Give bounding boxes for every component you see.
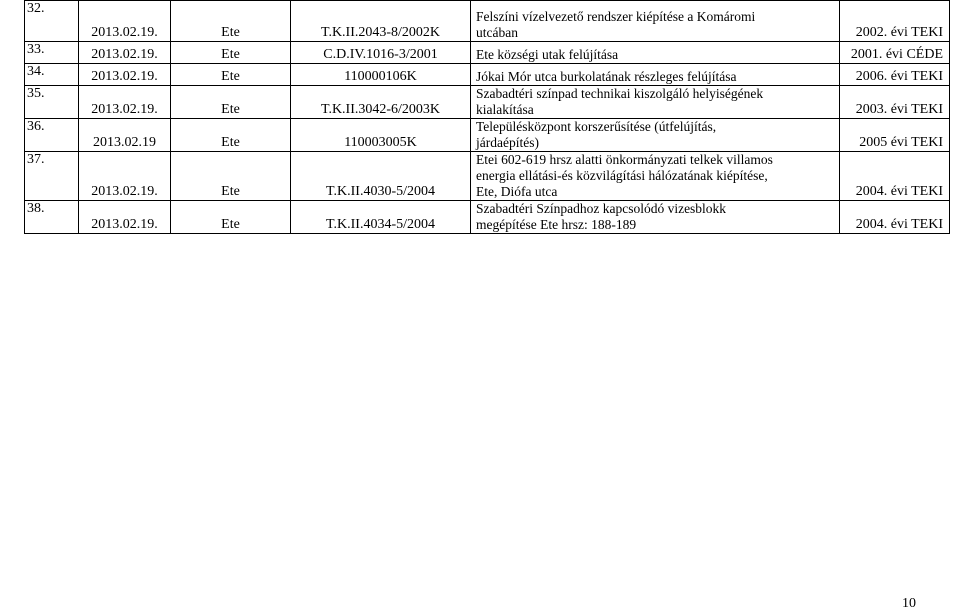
- description-cell: [471, 1, 840, 42]
- row-number-cell: 33.: [25, 42, 79, 64]
- description-line: Felszíni vízelvezető rendszer kiépítése a Komáromi: [476, 9, 756, 24]
- table-row: [25, 152, 950, 201]
- row-number-cell: 36.: [25, 119, 79, 152]
- location-cell: Ete: [171, 152, 291, 201]
- location-cell: Ete: [171, 201, 291, 234]
- table-row: [25, 86, 950, 119]
- reference-cell: T.K.II.2043-8/2002K: [291, 1, 471, 42]
- row-number-cell: 32.: [25, 1, 79, 42]
- description-line: energia ellátási-és közvilágítási hálózatának kiépítése,: [476, 168, 768, 183]
- date-cell: 2013.02.19.: [79, 152, 171, 201]
- funding-cell: 2004. évi TEKI: [840, 201, 950, 234]
- reference-cell: T.K.II.3042-6/2003K: [291, 86, 471, 119]
- description-line: Ete községi utak felújítása: [476, 47, 619, 62]
- table-row: [25, 119, 950, 152]
- reference-cell: 110000106K: [291, 64, 471, 86]
- description-line: Szabadtéri színpad technikai kiszolgáló helyiségének: [476, 86, 764, 101]
- row-number-cell: 37.: [25, 152, 79, 201]
- location-cell: Ete: [171, 119, 291, 152]
- date-cell: 2013.02.19.: [79, 1, 171, 42]
- page-number: 10: [902, 596, 916, 611]
- description-line: járdaépítés): [476, 135, 539, 150]
- row-number-cell: 35.: [25, 86, 79, 119]
- description-cell: [471, 42, 840, 64]
- table-row: [25, 1, 950, 42]
- description-cell: [471, 64, 840, 86]
- date-cell: 2013.02.19.: [79, 86, 171, 119]
- funding-cell: 2004. évi TEKI: [840, 152, 950, 201]
- reference-cell: T.K.II.4030-5/2004: [291, 152, 471, 201]
- reference-cell: C.D.IV.1016-3/2001: [291, 42, 471, 64]
- description-line: kialakítása: [476, 102, 534, 117]
- description-cell: [471, 119, 840, 152]
- description-line: megépítése Ete hrsz: 188-189: [476, 217, 637, 232]
- description-line: Jókai Mór utca burkolatának részleges felújítása: [476, 69, 737, 84]
- description-line: utcában: [476, 25, 518, 40]
- funding-cell: 2001. évi CÉDE: [840, 42, 950, 64]
- location-cell: Ete: [171, 42, 291, 64]
- row-number-cell: 38.: [25, 201, 79, 234]
- records-body: [25, 1, 950, 234]
- description-cell: [471, 86, 840, 119]
- table-row: [25, 201, 950, 234]
- table-row: [25, 42, 950, 64]
- funding-cell: 2006. évi TEKI: [840, 64, 950, 86]
- table-row: [25, 64, 950, 86]
- funding-cell: 2005 évi TEKI: [840, 119, 950, 152]
- description-line: Szabadtéri Színpadhoz kapcsolódó vizesblokk: [476, 201, 727, 216]
- location-cell: Ete: [171, 1, 291, 42]
- location-cell: Ete: [171, 86, 291, 119]
- description-line: Ete, Diófa utca: [476, 184, 558, 199]
- row-number-cell: 34.: [25, 64, 79, 86]
- date-cell: 2013.02.19.: [79, 201, 171, 234]
- location-cell: Ete: [171, 64, 291, 86]
- description-line: Településközpont korszerűsítése (útfelújítás,: [476, 119, 717, 134]
- description-line: Etei 602-619 hrsz alatti önkormányzati telkek villamos: [476, 152, 773, 167]
- date-cell: 2013.02.19: [79, 119, 171, 152]
- records-table: [24, 0, 950, 234]
- description-cell: [471, 152, 840, 201]
- funding-cell: 2003. évi TEKI: [840, 86, 950, 119]
- funding-cell: 2002. évi TEKI: [840, 1, 950, 42]
- reference-cell: T.K.II.4034-5/2004: [291, 201, 471, 234]
- description-cell: [471, 201, 840, 234]
- date-cell: 2013.02.19.: [79, 42, 171, 64]
- reference-cell: 110003005K: [291, 119, 471, 152]
- date-cell: 2013.02.19.: [79, 64, 171, 86]
